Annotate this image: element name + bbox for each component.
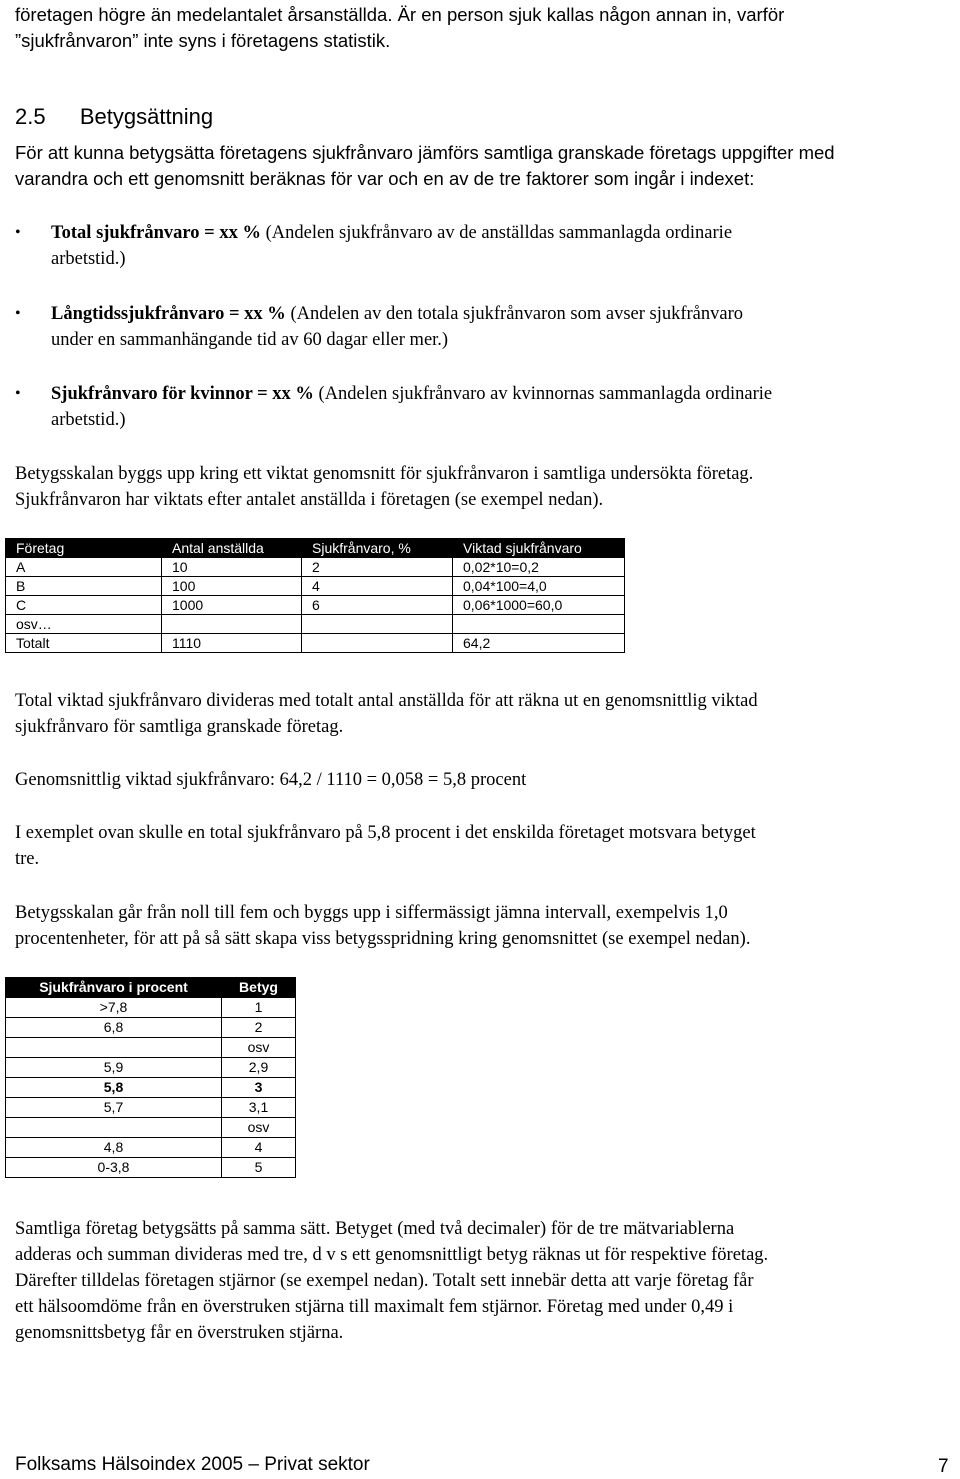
grade-scale-table [5,977,296,1178]
bullet-line-2: arbetstid.) [51,410,126,430]
bullet-line-2: under en sammanhängande tid av 60 dagar eller mer.) [51,330,449,350]
bullet-dot-icon: • [15,224,21,241]
table-cell: 4 [302,577,453,596]
table-row [6,1038,296,1058]
table-cell: 0-3,8 [6,1158,222,1178]
final-para-line-1: Samtliga företag betygsätts på samma sätt. Betyget (med två decimaler) för de tre mätvariablerna [15,1219,735,1239]
table-cell: 0,06*1000=60,0 [453,596,625,615]
table-header-cell: Viktad sjukfrånvaro [453,539,625,558]
section-para-line-1: För att kunna betygsätta företagens sjukfrånvaro jämförs samtliga granskade företags uppgifter med [15,142,835,163]
table-cell: A [6,558,162,577]
table-cell: osv [222,1118,296,1138]
final-para-line-5: genomsnittsbetyg får en överstruken stjärna. [15,1323,344,1343]
table-cell: 5,9 [6,1058,222,1078]
table-cell: 2 [222,1018,296,1038]
table-row [6,1158,296,1178]
table-row [6,998,296,1018]
table-cell [6,1118,222,1138]
bullet-dot-icon: • [15,305,21,322]
section-para-line-2: varandra och ett genomsnitt beräknas för var och en av de tre faktorer som ingår i indexet: [15,168,755,189]
table-cell: 4,8 [6,1138,222,1158]
section-number: 2.5 [15,104,46,129]
table-cell: 5 [222,1158,296,1178]
table-header-cell: Antal anställda [162,539,302,558]
table-cell [302,615,453,634]
bullet-rest: (Andelen sjukfrånvaro av de anställdas sammanlagda ordinarie [260,223,733,243]
table-row [6,1098,296,1118]
final-para-line-3: Därefter tilldelas företagen stjärnor (se exempel nedan). Totalt sett innebär detta att varje företag får [15,1271,754,1291]
example-para-line-2: tre. [15,849,40,869]
table-total-row [6,634,625,653]
final-para-line-2: adderas och summan divideras med tre, d v s ett genomsnittligt betyg räknas ut för respektive företag. [15,1245,769,1265]
table-cell: 3,1 [222,1098,296,1118]
bullet-rest: (Andelen sjukfrånvaro av kvinnornas sammanlagda ordinarie [313,384,773,404]
bullet-bold: Total sjukfrånvaro = xx % [51,223,261,243]
table-cell: osv… [6,615,162,634]
table-cell [302,634,453,653]
table-header-row [6,978,296,998]
scale2-para-line-2: procentenheter, för att på så sätt skapa viss betygsspridning kring genomsnittet (se exempel nedan). [15,929,751,949]
example-para-line-1: I exemplet ovan skulle en total sjukfrånvaro på 5,8 procent i det enskilda företaget motsvara betyget [15,823,756,843]
table-cell: 1000 [162,596,302,615]
table-row [6,1138,296,1158]
table-header-cell: Sjukfrånvaro, % [302,539,453,558]
intro-line-2: ”sjukfrånvaron” inte syns i företagens statistik. [15,30,391,51]
table-header-row [6,539,625,558]
table-cell: 3 [222,1078,296,1098]
table-cell [453,615,625,634]
scale-para-line-2: Sjukfrånvaron har viktats efter antalet anställda i företagen (se exempel nedan). [15,490,604,510]
table-cell: 0,02*10=0,2 [453,558,625,577]
scale-para-line-1: Betygsskalan byggs upp kring ett viktat genomsnitt för sjukfrånvaron i samtliga undersökta företag. [15,464,754,484]
average-para: Genomsnittlig viktad sjukfrånvaro: 64,2 / 1110 = 0,058 = 5,8 procent [15,770,527,790]
table-row [6,615,625,634]
table-cell: 6 [302,596,453,615]
bullet-dot-icon: • [15,385,21,402]
footer-title: Folksams Hälsoindex 2005 – Privat sektor [15,1454,370,1475]
section-title: Betygsättning [79,104,214,129]
bullet-bold: Långtidssjukfrånvaro = xx % [51,304,286,324]
weighted-para-line-1: Total viktad sjukfrånvaro divideras med totalt antal anställda för att räkna ut en genomsnittlig viktad [15,691,758,711]
table-row [6,1058,296,1078]
table-cell: B [6,577,162,596]
table-cell: 10 [162,558,302,577]
table-row [6,558,625,577]
scale2-para-line-1: Betygsskalan går från noll till fem och byggs upp i siffermässigt jämna intervall, exempelvis 1,0 [15,903,728,923]
intro-line-1: företagen högre än medelantalet årsanställda. Är en person sjuk kallas någon annan in, varför [15,4,785,25]
table-cell [6,1038,222,1058]
table-cell: 2 [302,558,453,577]
table-cell [162,615,302,634]
table-cell: 64,2 [453,634,625,653]
table-cell: 2,9 [222,1058,296,1078]
table-header-cell: Sjukfrånvaro i procent [6,978,222,998]
table-cell: >7,8 [6,998,222,1018]
page-number: 7 [938,1456,949,1477]
table-cell: 1110 [162,634,302,653]
weighted-sick-leave-table [5,538,625,653]
table-cell: 5,7 [6,1098,222,1118]
weighted-para-line-2: sjukfrånvaro för samtliga granskade företag. [15,717,344,737]
table-cell: 4 [222,1138,296,1158]
table-cell: 6,8 [6,1018,222,1038]
table-cell: 100 [162,577,302,596]
table-header-cell: Betyg [222,978,296,998]
table-row [6,596,625,615]
bullet-rest: (Andelen av den totala sjukfrånvaron som avser sjukfrånvaro [285,304,744,324]
table-cell: 1 [222,998,296,1018]
section-heading [15,103,213,131]
bullet-line-2: arbetstid.) [51,249,126,269]
table-row [6,1078,296,1098]
table-cell: 5,8 [6,1078,222,1098]
bullet-bold: Sjukfrånvaro för kvinnor = xx % [51,384,314,404]
table-cell: Totalt [6,634,162,653]
table-cell: 0,04*100=4,0 [453,577,625,596]
table-row [6,1118,296,1138]
final-para-line-4: ett hälsoomdöme från en överstruken stjärna till maximalt fem stjärnor. Företag med under 0,49 i [15,1297,734,1317]
table-cell: osv [222,1038,296,1058]
table-row [6,577,625,596]
table-row [6,1018,296,1038]
table-header-cell: Företag [6,539,162,558]
table-cell: C [6,596,162,615]
